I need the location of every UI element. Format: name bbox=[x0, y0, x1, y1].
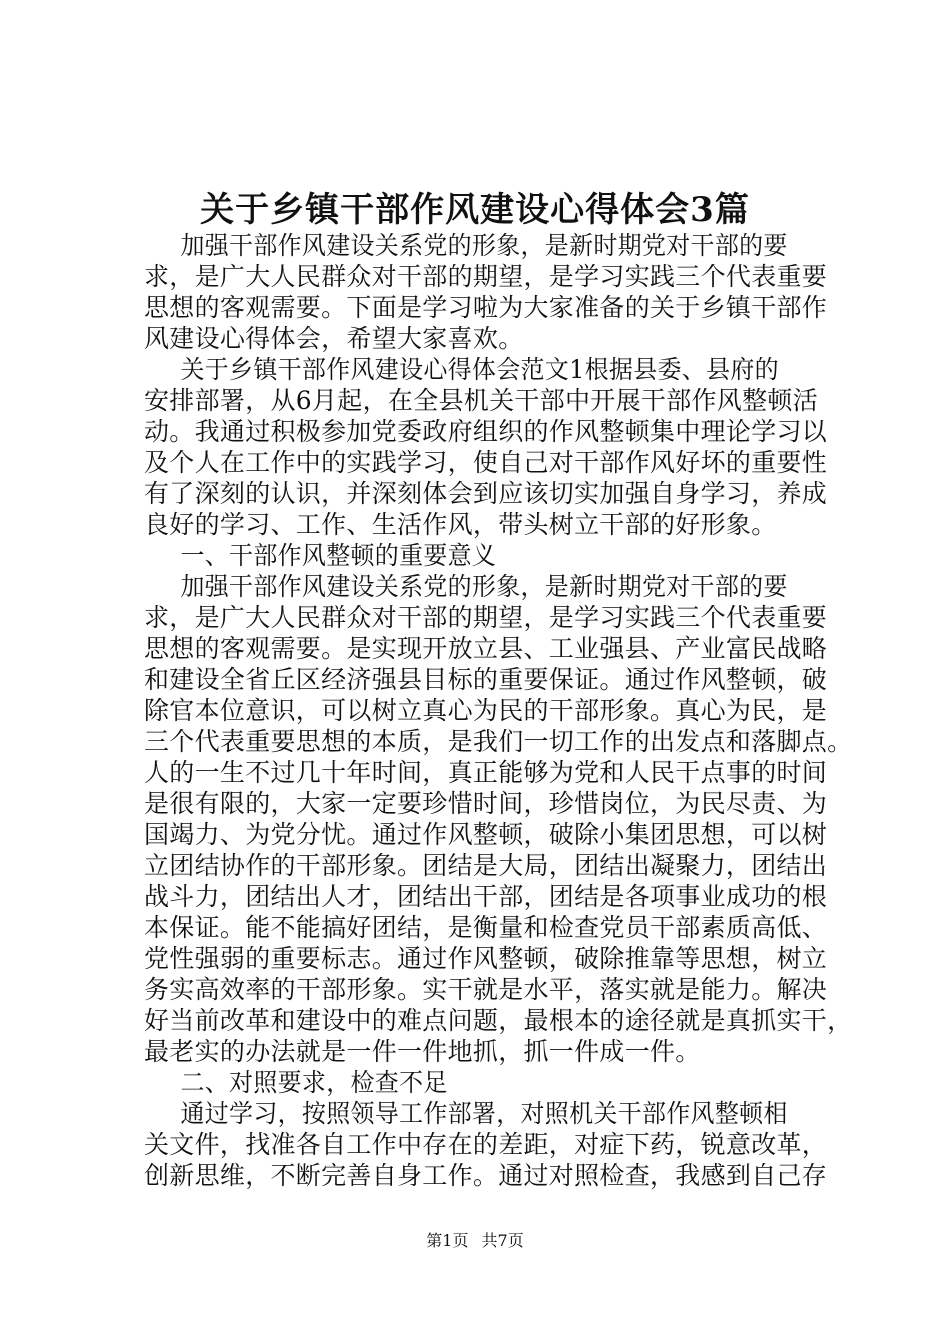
document-title: 关于乡镇干部作风建设心得体会3篇 bbox=[200, 190, 750, 230]
text-line: 务实高效率的干部形象。实干就是水平，落实就是能力。解决 bbox=[144, 975, 828, 1004]
text-line: 人的一生不过几十年时间，真正能够为党和人民干点事的时间 bbox=[144, 758, 828, 787]
page-total: 共7页 bbox=[481, 1231, 524, 1250]
text-line: 国竭力、为党分忧。通过作风整顿，破除小集团思想，可以树 bbox=[144, 820, 828, 849]
text-line: 思想的客观需要。是实现开放立县、工业强县、产业富民战略 bbox=[144, 634, 828, 663]
text-line: 思想的客观需要。下面是学习啦为大家准备的关于乡镇干部作 bbox=[144, 293, 828, 322]
text-line: 风建设心得体会，希望大家喜欢。 bbox=[144, 324, 524, 353]
text-line: 关文件，找准各自工作中存在的差距，对症下药，锐意改革， bbox=[144, 1130, 828, 1159]
text-line: 除官本位意识，可以树立真心为民的干部形象。真心为民，是 bbox=[144, 696, 828, 725]
text-line: 加强干部作风建设关系党的形象，是新时期党对干部的要 bbox=[180, 231, 788, 260]
document-body bbox=[144, 230, 853, 1191]
text-line: 安排部署，从6月起，在全县机关干部中开展干部作风整顿活 bbox=[144, 386, 819, 415]
text-line: 求，是广大人民群众对干部的期望，是学习实践三个代表重要 bbox=[144, 262, 828, 291]
text-line: 党性强弱的重要标志。通过作风整顿，破除推靠等思想，树立 bbox=[144, 944, 828, 973]
text-line: 是很有限的，大家一定要珍惜时间，珍惜岗位，为民尽责、为 bbox=[144, 789, 828, 818]
text-line: 立团结协作的干部形象。团结是大局，团结出凝聚力，团结出 bbox=[144, 851, 828, 880]
text-line: 和建设全省丘区经济强县目标的重要保证。通过作风整顿，破 bbox=[144, 665, 828, 694]
text-line: 通过学习，按照领导工作部署，对照机关干部作风整顿相 bbox=[180, 1099, 788, 1128]
page-footer bbox=[0, 1230, 950, 1252]
text-line: 二、对照要求，检查不足 bbox=[180, 1068, 448, 1097]
text-line: 有了深刻的认识，并深刻体会到应该切实加强自身学习，养成 bbox=[144, 479, 828, 508]
text-line: 好当前改革和建设中的难点问题，最根本的途径就是真抓实干， bbox=[144, 1006, 853, 1035]
text-line: 求，是广大人民群众对干部的期望，是学习实践三个代表重要 bbox=[144, 603, 828, 632]
page-number: 第1页 bbox=[426, 1231, 469, 1250]
text-line: 一、干部作风整顿的重要意义 bbox=[180, 541, 497, 570]
text-line: 良好的学习、工作、生活作风，带头树立干部的好形象。 bbox=[144, 510, 777, 539]
text-line: 关于乡镇干部作风建设心得体会范文1根据县委、县府的 bbox=[180, 355, 779, 384]
text-line: 动。我通过积极参加党委政府组织的作风整顿集中理论学习以 bbox=[144, 417, 828, 446]
text-line: 加强干部作风建设关系党的形象，是新时期党对干部的要 bbox=[180, 572, 788, 601]
text-line: 最老实的办法就是一件一件地抓，抓一件成一件。 bbox=[144, 1037, 701, 1066]
text-line: 及个人在工作中的实践学习，使自己对干部作风好坏的重要性 bbox=[144, 448, 828, 477]
text-line: 创新思维，不断完善自身工作。通过对照检查，我感到自己存 bbox=[144, 1161, 828, 1190]
text-line: 本保证。能不能搞好团结，是衡量和检查党员干部素质高低、 bbox=[144, 913, 828, 942]
text-line: 三个代表重要思想的本质，是我们一切工作的出发点和落脚点。 bbox=[144, 727, 853, 756]
text-line: 战斗力，团结出人才，团结出干部，团结是各项事业成功的根 bbox=[144, 882, 828, 911]
